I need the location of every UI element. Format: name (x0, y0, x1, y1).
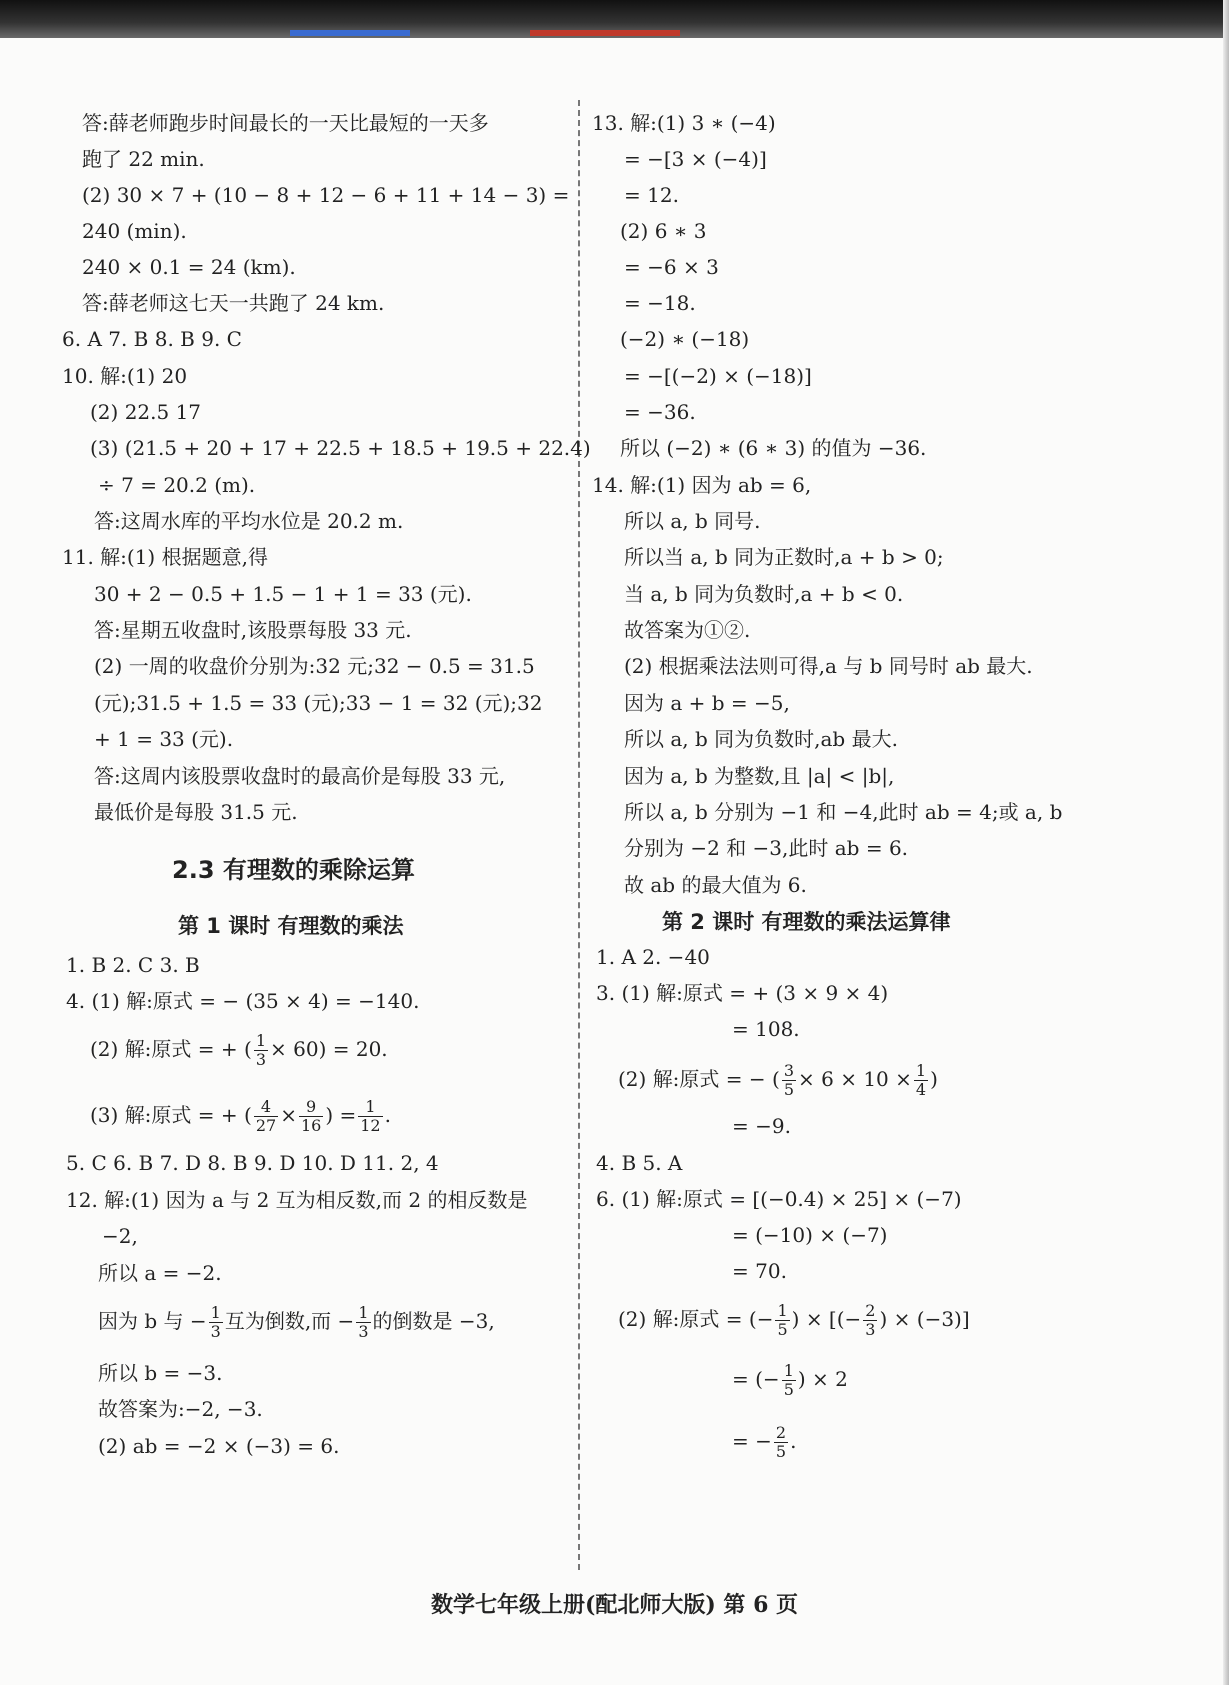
fraction (775, 1302, 789, 1339)
formula-part: × 6 × 10 × (798, 1067, 912, 1091)
text-line: (元);31.5 + 1.5 = 33 (元);33 − 1 = 32 (元);32 (94, 691, 543, 715)
text-line: 故 ab 的最大值为 6. (624, 873, 807, 897)
text-line: 3. (1) 解:原式 = + (3 × 9 × 4) (596, 981, 889, 1005)
text-line: 6. (1) 解:原式 = [(−0.4) × 25] × (−7) (596, 1187, 962, 1211)
text-line: = −36. (624, 400, 696, 424)
text-line: (2) 一周的收盘价分别为:32 元;32 − 0.5 = 31.5 (94, 654, 535, 678)
denominator: 3 (865, 1320, 876, 1339)
formula-part: (2) 解:原式 = (− (618, 1307, 774, 1331)
column-divider (578, 100, 580, 1570)
text-line: 当 a, b 同为负数时,a + b < 0. (624, 582, 904, 606)
fraction (299, 1098, 323, 1135)
text-line: = (−10) × (−7) (732, 1223, 888, 1247)
text-line: 因为 a, b 为整数,且 |a| < |b|, (624, 764, 895, 788)
formula-line (732, 1424, 796, 1461)
formula-part: ) × [(− (791, 1307, 862, 1331)
scan-color-stripe (530, 30, 680, 36)
numerator: 1 (915, 1061, 927, 1080)
text-line: 答:薛老师这七天一共跑了 24 km. (82, 291, 385, 315)
formula-part: (2) 解:原式 = − ( (618, 1067, 780, 1091)
text-line: (2) 根据乘法法则可得,a 与 b 同号时 ab 最大. (624, 654, 1033, 678)
formula-part: ) = (325, 1103, 357, 1127)
fraction (254, 1098, 278, 1135)
text-line: ÷ 7 = 20.2 (m). (98, 473, 256, 497)
numerator: 1 (255, 1031, 267, 1050)
text-line: 6. A 7. B 8. B 9. C (62, 327, 242, 351)
denominator: 5 (783, 1080, 795, 1099)
text-line: 14. 解:(1) 因为 ab = 6, (592, 473, 812, 497)
text-line: 答:星期五收盘时,该股票每股 33 元. (94, 618, 412, 642)
text-line: (2) 22.5 17 (90, 400, 202, 424)
page-edge-shadow (1223, 0, 1229, 1685)
text-line: (3) (21.5 + 20 + 17 + 22.5 + 18.5 + 19.5 + 22.4) (90, 436, 591, 460)
text-line: 5. C 6. B 7. D 8. B 9. D 10. D 11. 2, 4 (66, 1151, 439, 1175)
denominator: 12 (360, 1116, 381, 1135)
fraction (356, 1304, 370, 1341)
denominator: 3 (210, 1322, 221, 1341)
fraction (358, 1098, 382, 1135)
text-line: 所以 (−2) ∗ (6 ∗ 3) 的值为 −36. (620, 436, 927, 460)
formula-part: 的倒数是 −3, (372, 1309, 495, 1333)
text-line: −2, (102, 1224, 138, 1248)
fraction (209, 1304, 223, 1341)
text-line: (−2) ∗ (−18) (620, 327, 750, 351)
text-line: 分别为 −2 和 −3,此时 ab = 6. (624, 836, 909, 860)
denominator: 5 (775, 1442, 787, 1461)
formula-part: (2) 解:原式 = + ( (90, 1037, 252, 1061)
text-line: 答:这周内该股票收盘时的最高价是每股 33 元, (94, 764, 506, 788)
numerator: 1 (358, 1098, 382, 1117)
text-line: + 1 = 33 (元). (94, 727, 234, 751)
formula-part: ) × (−3)] (879, 1307, 970, 1331)
text-line: 故答案为:−2, −3. (98, 1397, 263, 1421)
numerator: 9 (299, 1098, 323, 1117)
text-line: 30 + 2 − 0.5 + 1.5 − 1 + 1 = 33 (元). (94, 582, 472, 606)
text-line: 4. (1) 解:原式 = − (35 × 4) = −140. (66, 989, 420, 1013)
text-line: 1. B 2. C 3. B (66, 953, 200, 977)
text-line: (2) 30 × 7 + (10 − 8 + 12 − 6 + 11 + 14 − 3) = (82, 183, 570, 207)
denominator: 3 (358, 1322, 369, 1341)
fraction (254, 1032, 268, 1069)
denominator: 4 (915, 1080, 927, 1099)
text-line: 故答案为①②. (624, 618, 751, 642)
numerator: 4 (254, 1098, 278, 1117)
text-line: = −[3 × (−4)] (624, 147, 767, 171)
lesson-heading: 第 1 课时 有理数的乘法 (178, 914, 404, 938)
text-line: = −18. (624, 291, 696, 315)
numerator: 1 (777, 1301, 788, 1320)
page-footer: 数学七年级上册(配北师大版) 第 6 页 (430, 1592, 799, 1618)
denominator: 5 (777, 1320, 788, 1339)
text-line: 11. 解:(1) 根据题意,得 (62, 545, 268, 569)
denominator: 5 (783, 1380, 794, 1399)
text-line: = −6 × 3 (624, 255, 719, 279)
text-line: 1. A 2. −40 (596, 945, 710, 969)
scan-color-stripe (290, 30, 410, 36)
numerator: 3 (783, 1061, 795, 1080)
text-line: 答:这周水库的平均水位是 20.2 m. (94, 509, 404, 533)
text-line: = −9. (732, 1114, 791, 1138)
formula-line (618, 1302, 970, 1339)
text-line: = −[(−2) × (−18)] (624, 364, 812, 388)
formula-part: 互为倒数,而 − (224, 1309, 355, 1333)
text-line: 最低价是每股 31.5 元. (94, 800, 298, 824)
denominator: 3 (255, 1050, 267, 1069)
text-line: 所以 b = −3. (98, 1361, 223, 1385)
formula-line (90, 1032, 388, 1069)
formula-line (618, 1062, 938, 1099)
formula-part: 因为 b 与 − (98, 1309, 207, 1333)
numerator: 2 (865, 1301, 876, 1320)
formula-line (90, 1098, 391, 1135)
text-line: 因为 a + b = −5, (624, 691, 790, 715)
text-line: 所以 a, b 同为负数时,ab 最大. (624, 727, 898, 751)
lesson-heading: 第 2 课时 有理数的乘法运算律 (662, 910, 951, 934)
fraction (782, 1062, 796, 1099)
formula-line (732, 1362, 848, 1399)
text-line: (2) ab = −2 × (−3) = 6. (98, 1434, 340, 1458)
text-line: = 12. (624, 183, 679, 207)
text-line: = 108. (732, 1017, 800, 1041)
text-line: 4. B 5. A (596, 1151, 683, 1175)
text-line: (2) 6 ∗ 3 (620, 219, 707, 243)
formula-line (98, 1304, 495, 1341)
fraction (863, 1302, 877, 1339)
numerator: 2 (775, 1423, 787, 1442)
text-line: 所以 a, b 同号. (624, 509, 761, 533)
text-line: 所以 a, b 分别为 −1 和 −4,此时 ab = 4;或 a, b (624, 800, 1063, 824)
text-line: 12. 解:(1) 因为 a 与 2 互为相反数,而 2 的相反数是 (66, 1188, 528, 1212)
text-line: = 70. (732, 1259, 787, 1283)
numerator: 1 (783, 1361, 794, 1380)
denominator: 27 (255, 1116, 277, 1135)
formula-part: (3) 解:原式 = + ( (90, 1103, 252, 1127)
fraction (774, 1424, 788, 1461)
text-line: 10. 解:(1) 20 (62, 364, 188, 388)
formula-part: . (384, 1103, 391, 1127)
numerator: 1 (210, 1303, 221, 1322)
numerator: 1 (358, 1303, 369, 1322)
formula-part: × 60) = 20. (270, 1037, 388, 1061)
formula-part: ) (930, 1067, 938, 1091)
formula-part: × (280, 1103, 297, 1127)
formula-part: = − (732, 1429, 772, 1453)
formula-part: = (− (732, 1367, 780, 1391)
fraction (782, 1362, 796, 1399)
section-heading: 2.3 有理数的乘除运算 (172, 856, 415, 884)
text-line: 240 (min). (82, 219, 187, 243)
denominator: 16 (300, 1116, 322, 1135)
formula-part: . (790, 1429, 797, 1453)
text-line: 跑了 22 min. (82, 147, 205, 171)
formula-part: ) × 2 (797, 1367, 848, 1391)
text-line: 13. 解:(1) 3 ∗ (−4) (592, 111, 776, 135)
text-line: 所以当 a, b 同为正数时,a + b > 0; (624, 545, 944, 569)
text-line: 240 × 0.1 = 24 (km). (82, 255, 296, 279)
text-line: 答:薛老师跑步时间最长的一天比最短的一天多 (82, 111, 489, 135)
fraction (914, 1062, 928, 1099)
text-line: 所以 a = −2. (98, 1261, 222, 1285)
